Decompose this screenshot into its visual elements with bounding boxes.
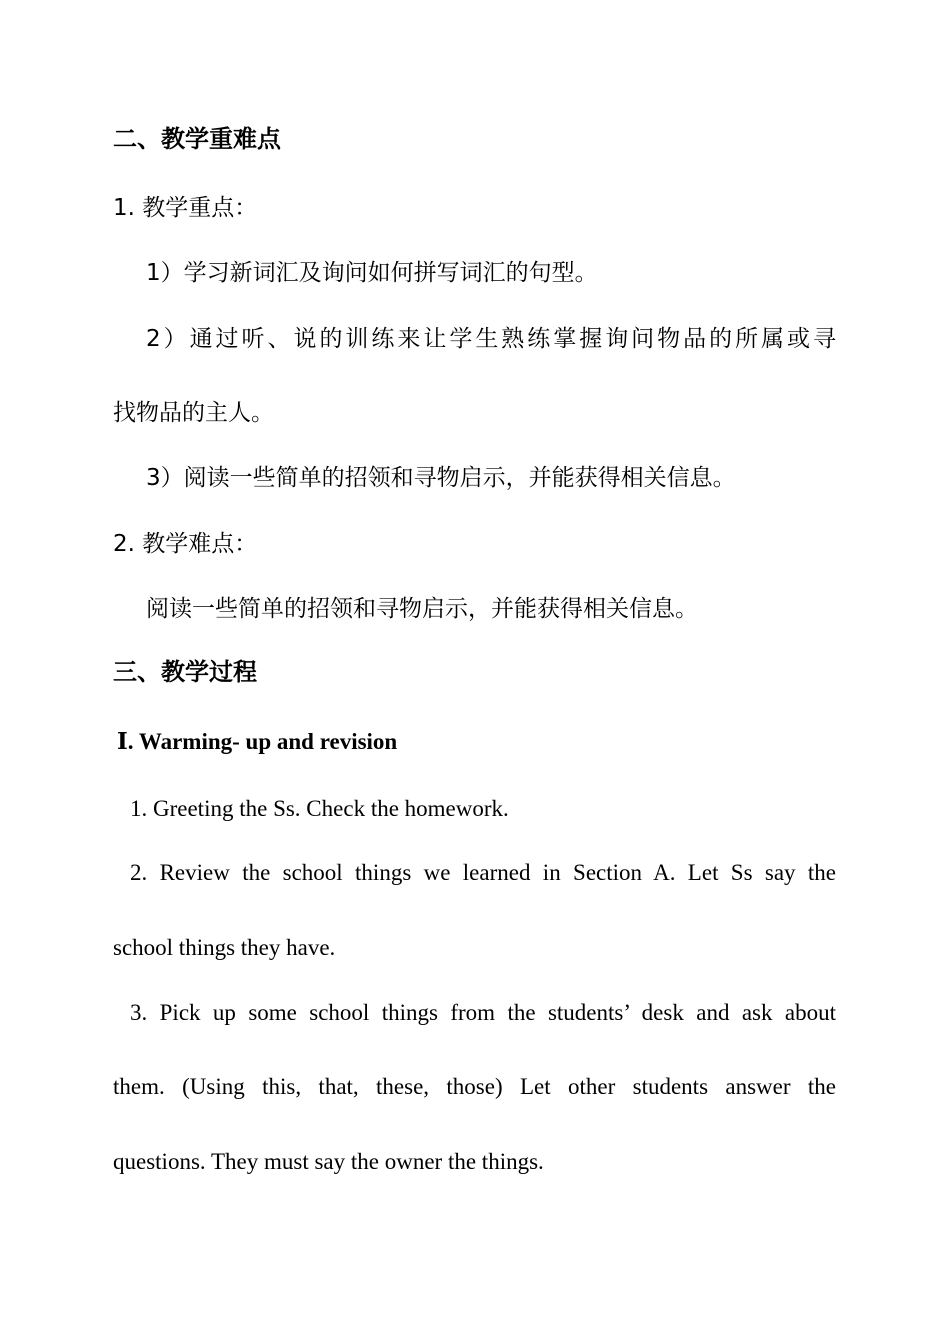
- part-1-line-4: 3. Pick up some school things from the students’ desk and ask about: [130, 1000, 836, 1025]
- key-point-3: 3）阅读一些简单的招领和寻物启示，并能获得相关信息。: [146, 465, 736, 491]
- key-points-heading: 1. 教学重点：: [113, 195, 258, 221]
- key-point-2-line-2: 找物品的主人。: [113, 400, 274, 426]
- part-1-line-6: questions. They must say the owner the things.: [113, 1149, 544, 1174]
- section-2-title: 二、教学重难点: [113, 125, 281, 153]
- difficult-points-heading: 2. 教学难点：: [113, 531, 258, 557]
- difficult-point-text: 阅读一些简单的招领和寻物启示，并能获得相关信息。: [146, 596, 698, 622]
- key-point-1: 1）学习新词汇及询问如何拼写词汇的句型。: [146, 260, 598, 286]
- part-1-line-3: school things they have.: [113, 935, 336, 960]
- part-1-title: Ⅰ. Warming- up and revision: [117, 729, 398, 754]
- part-1-line-2: 2. Review the school things we learned in Section A. Let Ss say the: [130, 860, 836, 885]
- section-3-title: 三、教学过程: [113, 658, 257, 686]
- part-1-line-1: 1. Greeting the Ss. Check the homework.: [130, 796, 509, 821]
- key-point-2-line-1: 2）通过听、说的训练来让学生熟练掌握询问物品的所属或寻: [146, 326, 836, 352]
- part-1-line-5: them. (Using this, that, these, those) Let other students answer the: [113, 1074, 836, 1099]
